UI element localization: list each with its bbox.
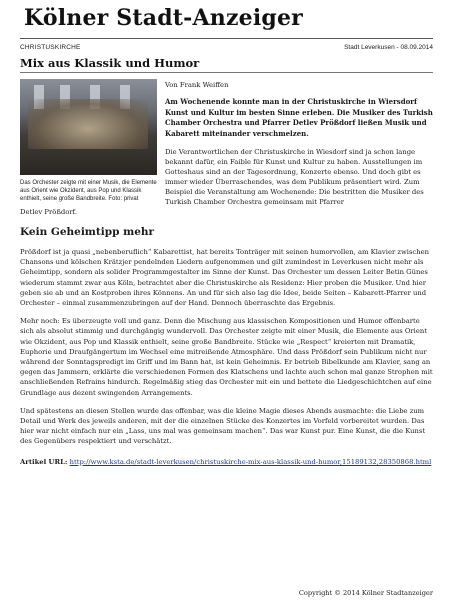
article-paragraph: Prößdorf ist ja quasi „nebenberuflich“ Kabarettist, hat bereits Tonträger mit seinen humorvollen, am Klavier zwischen Chansons und kölschen Krätzjer pendelnden Liedern aufgenommen und gilt zumindest in Leverkusen nicht mehr als Geheimtipp, sondern als solider Programmgestalter im Sinne der Kunst. Das Orchester um dessen Leiter Betin Günes wiederum stammt zwar aus Köln, betrachtet aber die Christuskirche als Residenz: Hier proben die Musiker. Und hier geben sie ab und an Kostproben ihres Könnens. An und für sich also lag die Idee, beide Seiten – Kabarett-Pfarrer und Orchester – einmal zusammenzubringen auf der Hand. Dennoch überraschte das Ergebnis. (20, 248, 430, 308)
headline-divider (20, 72, 433, 73)
article-paragraph: Die Verantwortlichen der Christuskirche in Wiesdorf sind ja schon lange bekannt dafür, ein Faible für Kunst und Kultur zu haben. Ausstellungen im Gotteshaus sind an der Tagesordnung, Konzerte ebenso. Und doch gibt es immer wieder Überraschendes, was dem Publikum präsentiert wird. Zum Beispiel die Veranstaltung am Wochenende: Die bestritten die Musiker des Turkish Chamber Orchestra gemeinsam mit Pfarrer (165, 148, 424, 206)
article-paragraph: Mehr noch: Es überzeugte voll und ganz. Denn die Mischung aus klassischen Kompositionen und Humor offenbarte sich als absolut stimmig und durchgängig wundervoll. Das Orchester zeigte mit einer Musik, die Elemente aus Orient wie Okzident, aus Pop und Klassik enthielt, seine große Bandbreite. Stücke wie „Respect“ kreierten mit Dramatik, Euphorie und Draufgängertum im Wechsel eine mitreißende Atmosphäre. Und dass Prößdorf sein Publikum nicht nur während der Sonntagspredigt im Griff und im Bann hat, ist kein Geheimnis. Er betrieb Bibelkunde am Klavier, sang an gegen das Jammern, erklärte die verschiedenen Formen des Klatschens und lachte auch schon mal ganze Strophen mit anschließenden Refrains hindurch. Regelmäßig stieg das Orchester mit ein und bettete die Liedgeschichtchen auf eine Grundlage aus dezent swingenden Arrangements. (20, 317, 433, 397)
article-dateline: Stadt Leverkusen - 08.09.2014 (344, 44, 433, 51)
photo-orchestra (28, 99, 148, 149)
photo-column (20, 79, 157, 207)
article-url-label: Artikel URL: (20, 457, 68, 466)
article-url-block (20, 457, 433, 467)
article-subhead: Kein Geheimtipp mehr (20, 226, 155, 238)
article-photo (20, 79, 157, 175)
article-url-link[interactable]: http://www.ksta.de/stadt-leverkusen/christuskirche-mix-aus-klassik-und-humor,15189132,28350868.html (69, 457, 432, 466)
article-paragraph-continuation: Detlev Prößdorf. (20, 208, 77, 216)
article-byline: Von Frank Weiffen (165, 81, 229, 89)
photo-caption: Das Orchester zeigte mit einer Musik, die Elemente aus Orient wie Okzident, aus Pop und Klassik enthielt, seine große Bandbreite. Foto: privat (20, 180, 157, 202)
masthead-logo: Kölner Stadt-Anzeiger (24, 5, 303, 31)
masthead-divider (20, 38, 433, 39)
article-kicker: CHRISTUSKIRCHE (20, 44, 81, 51)
article-headline: Mix aus Klassik und Humor (20, 56, 200, 70)
article-top-section (20, 79, 433, 207)
copyright-notice: Copyright © 2014 Kölner Stadtanzeiger (298, 589, 433, 597)
article-lead: Am Wochenende konnte man in der Christuskirche in Wiersdorf Kunst und Kultur im besten Sinne erleben. Die Musiker des Turkish Chamber Orchestra und Pfarrer Detlev Prößdorf ließen Musik und Kabarett miteinander verschmelzen. (165, 97, 433, 138)
article-topline (20, 43, 433, 52)
article-paragraph: Und spätestens an diesen Stellen wurde das offenbar, was die kleine Magie dieses Abends ausmachte: die Liebe zum Detail und Werk des jeweils anderen, mit der die einzelnen Stücke des Konzertes im Vorfeld vorbereitet wurden. Das hier war nicht einfach nur ein „Lass, uns mal was gemeinsam machen“. Das war Kunst pur. Eine Kunst, die die Kunst des Gegenübers respektiert und verschätzt. (20, 406, 426, 446)
lead-column (165, 79, 433, 207)
